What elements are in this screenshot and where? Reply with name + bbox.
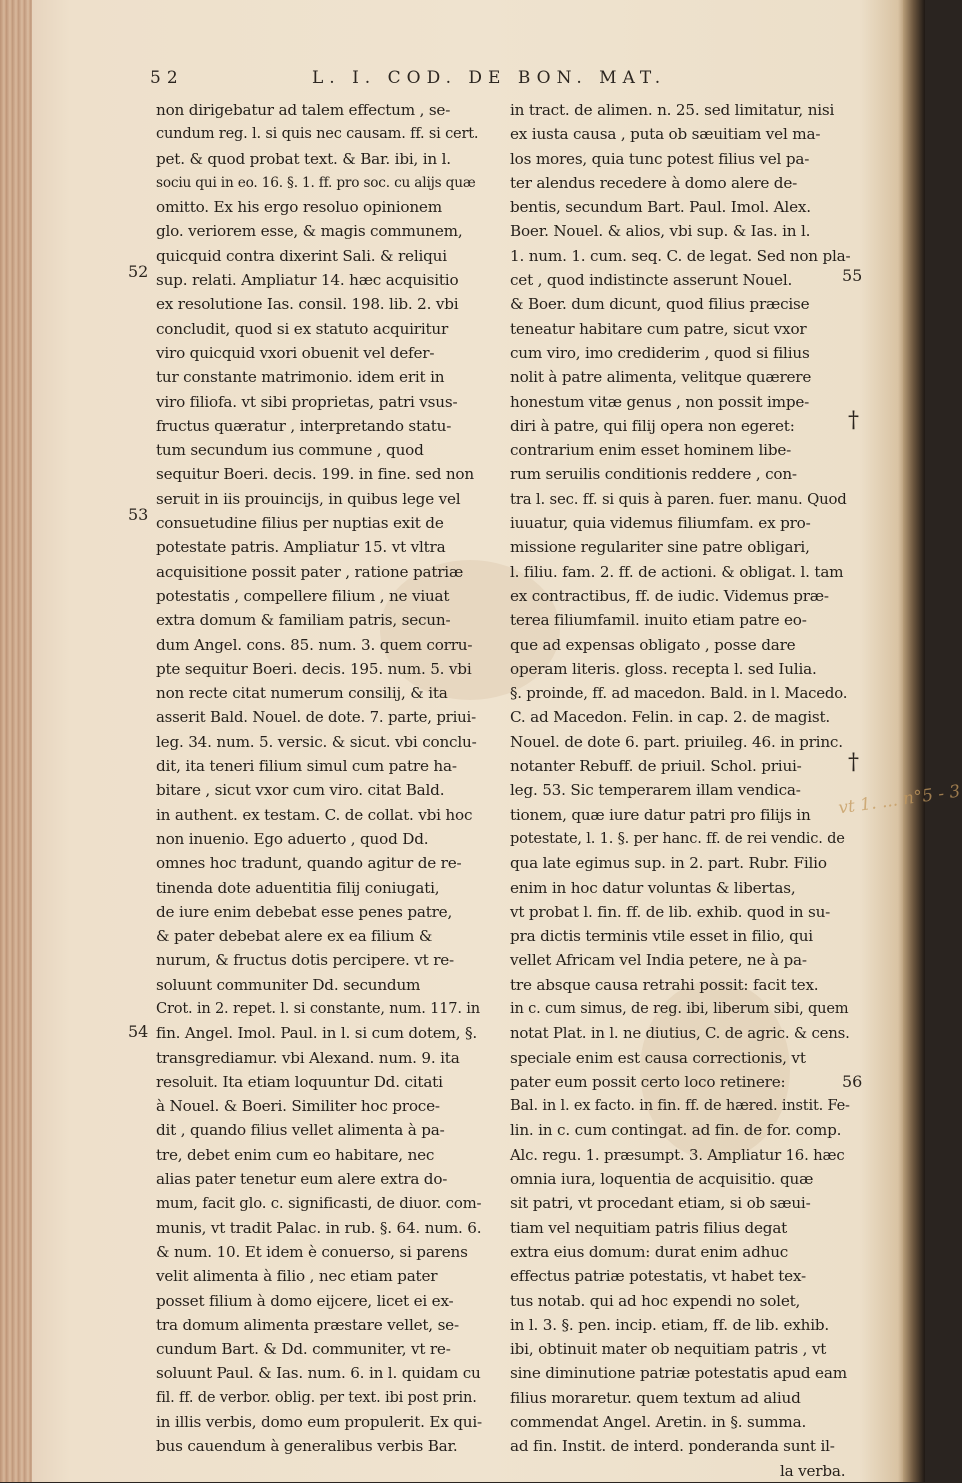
text-line: notat Plat. in l. ne diutius, C. de agric. & cens. bbox=[510, 1024, 850, 1043]
margin-number-54: 54 bbox=[128, 1022, 149, 1041]
text-line: non dirigebatur ad talem effectum , se- bbox=[156, 101, 451, 119]
text-line: & num. 10. Et idem è conuerso, si parens bbox=[156, 1242, 468, 1261]
text-line: ex iusta causa , puta ob sæuitiam vel ma- bbox=[510, 125, 821, 144]
text-line: munis, vt tradit Palac. in rub. §. 64. num. 6. bbox=[156, 1218, 482, 1237]
text-line: terea filiumfamil. inuito etiam patre eo- bbox=[510, 611, 807, 630]
text-line: sine diminutione patriæ potestatis apud eam bbox=[510, 1364, 847, 1383]
left-text-column bbox=[156, 98, 482, 1459]
text-line: ex resolutione Ias. consil. 198. lib. 2. vbi bbox=[156, 295, 459, 314]
text-line: contrarium enim esset hominem libe- bbox=[510, 441, 792, 460]
text-line: asserit Bald. Nouel. de dote. 7. parte, priui- bbox=[156, 708, 476, 727]
text-line: in authent. ex testam. C. de collat. vbi hoc bbox=[156, 805, 473, 824]
text-line: Bal. in l. ex facto. in fin. ff. de hæred. instit. Fe- bbox=[510, 1097, 850, 1115]
text-line: sup. relati. Ampliatur 14. hæc acquisitio bbox=[156, 271, 459, 290]
text-line: seruit in iis prouincijs, in quibus lege vel bbox=[156, 489, 461, 508]
text-line: potestatis , compellere filium , ne viuat bbox=[156, 586, 450, 605]
margin-number-56: 56 bbox=[842, 1072, 863, 1091]
text-line: mum, facit glo. c. significasti, de diuor. com- bbox=[156, 1194, 482, 1213]
text-line: de iure enim debebat esse penes patre, bbox=[156, 902, 453, 921]
text-line: Nouel. de dote 6. part. priuileg. 46. in princ. bbox=[510, 732, 843, 751]
text-line: quicquid contra dixerint Sali. & reliqui bbox=[156, 246, 447, 265]
text-line: qua late egimus sup. in 2. part. Rubr. Filio bbox=[510, 854, 827, 873]
text-line: viro quicquid vxori obuenit vel defer- bbox=[156, 343, 435, 362]
text-line: fin. Angel. Imol. Paul. in l. si cum dotem, §. bbox=[156, 1024, 478, 1043]
text-line: posset filium à domo eijcere, licet ei ex- bbox=[156, 1291, 454, 1310]
text-line: concludit, quod si ex statuto acquiritur bbox=[156, 319, 449, 338]
text-line: sociu qui in eo. 16. §. 1. ff. pro soc. cu alijs quæ bbox=[156, 174, 476, 191]
text-line: in l. 3. §. pen. incip. etiam, ff. de lib. exhib. bbox=[510, 1315, 830, 1334]
text-line: leg. 34. num. 5. versic. & sicut. vbi conclu- bbox=[156, 732, 477, 751]
text-line: l. filiu. fam. 2. ff. de actioni. & obligat. l. tam bbox=[510, 562, 844, 581]
text-line: extra eius domum: durat enim adhuc bbox=[510, 1242, 789, 1261]
text-line: alias pater tenetur eum alere extra do- bbox=[156, 1170, 448, 1189]
dagger-mark: † bbox=[848, 408, 859, 433]
text-line: fil. ff. de verbor. oblig. per text. ibi post prin. bbox=[156, 1388, 477, 1406]
page-number: 52 bbox=[150, 68, 184, 88]
text-line: bus cauendum à generalibus verbis Bar. bbox=[156, 1437, 458, 1456]
text-line: & Boer. dum dicunt, quod filius præcise bbox=[510, 295, 810, 314]
running-title: L. I. COD. DE BON. MAT. bbox=[312, 68, 667, 88]
text-line: Crot. in 2. repet. l. si constante, num. 117. in bbox=[156, 999, 480, 1017]
text-line: commendat Angel. Aretin. in §. summa. bbox=[510, 1413, 807, 1432]
text-line: tus notab. qui ad hoc expendi no solet, bbox=[510, 1291, 801, 1310]
text-line: Boer. Nouel. & alios, vbi sup. & Ias. in l. bbox=[510, 222, 811, 241]
text-line: tre, debet enim cum eo habitare, nec bbox=[156, 1145, 435, 1164]
text-line: consuetudine filius per nuptias exit de bbox=[156, 514, 444, 533]
text-line: los mores, quia tunc potest filius vel pa- bbox=[510, 149, 810, 168]
text-line: Alc. regu. 1. præsumpt. 3. Ampliatur 16. hæc bbox=[510, 1145, 845, 1164]
text-line: pte sequitur Boeri. decis. 195. num. 5. vbi bbox=[156, 659, 472, 678]
text-line: tre absque causa retrahi possit: facit tex. bbox=[510, 975, 819, 994]
text-line: dit, ita teneri filium simul cum patre ha- bbox=[156, 757, 457, 776]
text-line: bentis, secundum Bart. Paul. Imol. Alex. bbox=[510, 198, 811, 217]
text-line: soluunt communiter Dd. secundum bbox=[156, 975, 421, 994]
handwritten-annotation: vt 1. ... n°5 - 3 bbox=[837, 781, 962, 819]
text-line: vt probat l. fin. ff. de lib. exhib. quod in su- bbox=[510, 902, 831, 921]
text-line: viro filiofa. vt sibi proprietas, patri vsus- bbox=[156, 392, 458, 411]
text-line: resoluit. Ita etiam loquuntur Dd. citati bbox=[156, 1072, 443, 1091]
text-line: omitto. Ex his ergo resoluo opinionem bbox=[156, 198, 442, 217]
text-line: cet , quod indistincte asserunt Nouel. bbox=[510, 271, 793, 290]
text-line: cundum reg. l. si quis nec causam. ff. si cert. bbox=[156, 125, 479, 143]
text-line: nolit à patre alimenta, velitque quærere bbox=[510, 368, 812, 387]
text-line: speciale enim est causa correctionis, vt bbox=[510, 1048, 806, 1067]
text-line: cundum Bart. & Dd. communiter, vt re- bbox=[156, 1340, 451, 1359]
text-line: & pater debebat alere ex ea filium & bbox=[156, 927, 433, 946]
text-line: dum Angel. cons. 85. num. 3. quem corru- bbox=[156, 635, 473, 654]
text-line: effectus patriæ potestatis, vt habet tex- bbox=[510, 1267, 806, 1286]
text-line: C. ad Macedon. Felin. in cap. 2. de magist. bbox=[510, 708, 831, 727]
page-edge-right bbox=[903, 0, 925, 1482]
text-line: ibi, obtinuit mater ob nequitiam patris , vt bbox=[510, 1340, 827, 1359]
text-line: la verba. bbox=[780, 1461, 846, 1480]
text-line: tra domum alimenta præstare vellet, se- bbox=[156, 1315, 459, 1334]
text-line: tionem, quæ iure datur patri pro filijs in bbox=[510, 805, 811, 824]
text-line: tinenda dote aduentitia filij coniugati, bbox=[156, 878, 440, 897]
dagger-mark: † bbox=[848, 750, 859, 775]
text-line: ex contractibus, ff. de iudic. Videmus præ- bbox=[510, 586, 829, 605]
text-line: sit patri, vt procedant etiam, si ob sæui- bbox=[510, 1194, 811, 1213]
text-line: in illis verbis, domo eum propulerit. Ex qui- bbox=[156, 1413, 482, 1432]
text-line: §. proinde, ff. ad macedon. Bald. in l. Macedo. bbox=[510, 684, 848, 703]
text-line: cum viro, imo crediderim , quod si filius bbox=[510, 343, 810, 362]
text-line: pra dictis terminis vtile esset in filio, qui bbox=[510, 927, 813, 946]
text-line: bitare , sicut vxor cum viro. citat Bald. bbox=[156, 781, 445, 800]
margin-number-53: 53 bbox=[128, 505, 149, 524]
text-line: non recte citat numerum consilij, & ita bbox=[156, 684, 448, 703]
text-line: pet. & quod probat text. & Bar. ibi, in l. bbox=[156, 149, 451, 168]
text-line: potestate, l. 1. §. per hanc. ff. de rei vendic. de bbox=[510, 829, 845, 847]
page-edge-left bbox=[0, 0, 32, 1482]
text-line: diri à patre, qui filij opera non egeret: bbox=[510, 416, 795, 435]
text-line: rum seruilis conditionis reddere , con- bbox=[510, 465, 797, 484]
text-line: in c. cum simus, de reg. ibi, liberum sibi, quem bbox=[510, 999, 849, 1017]
text-line: potestate patris. Ampliatur 15. vt vltra bbox=[156, 538, 446, 557]
text-line: iuuatur, quia videmus filiumfam. ex pro- bbox=[510, 514, 811, 533]
text-line: transgrediamur. vbi Alexand. num. 9. ita bbox=[156, 1048, 460, 1067]
text-line: teneatur habitare cum patre, sicut vxor bbox=[510, 319, 807, 338]
text-line: non inuenio. Ego aduerto , quod Dd. bbox=[156, 829, 429, 848]
text-line: nurum, & fructus dotis percipere. vt re- bbox=[156, 951, 454, 970]
text-line: notanter Rebuff. de priuil. Schol. priui- bbox=[510, 757, 802, 776]
text-line: velit alimenta à filio , nec etiam pater bbox=[156, 1267, 438, 1286]
margin-number-55: 55 bbox=[842, 266, 863, 285]
margin-number-52: 52 bbox=[128, 262, 149, 281]
text-line: lin. in c. cum contingat. ad fin. de for. comp. bbox=[510, 1121, 842, 1140]
text-line: sequitur Boeri. decis. 199. in fine. sed non bbox=[156, 465, 474, 484]
text-line: acquisitione possit pater , ratione patriæ bbox=[156, 562, 464, 581]
text-line: enim in hoc datur voluntas & libertas, bbox=[510, 878, 796, 897]
text-line: à Nouel. & Boeri. Similiter hoc proce- bbox=[156, 1097, 440, 1116]
text-line: in tract. de alimen. n. 25. sed limitatur, nisi bbox=[510, 101, 835, 119]
text-line: glo. veriorem esse, & magis communem, bbox=[156, 222, 463, 241]
text-line: tur constante matrimonio. idem erit in bbox=[156, 368, 445, 387]
text-line: que ad expensas obligato , posse dare bbox=[510, 635, 796, 654]
text-line: missione regulariter sine patre obligari, bbox=[510, 538, 810, 557]
running-header bbox=[150, 64, 690, 94]
text-line: 1. num. 1. cum. seq. C. de legat. Sed non pla- bbox=[510, 246, 851, 265]
text-line: omnes hoc tradunt, quando agitur de re- bbox=[156, 854, 462, 873]
text-line: soluunt Paul. & Ias. num. 6. in l. quidam cu bbox=[156, 1364, 481, 1383]
text-line: leg. 53. Sic temperarem illam vendica- bbox=[510, 781, 801, 800]
text-line: honestum vitæ genus , non possit impe- bbox=[510, 392, 810, 411]
text-line: operam literis. gloss. recepta l. sed Iulia. bbox=[510, 659, 817, 678]
text-line: pater eum possit certo loco retinere: bbox=[510, 1072, 786, 1091]
text-line: ad fin. Instit. de interd. ponderanda sunt il- bbox=[510, 1437, 835, 1456]
text-line: tum secundum ius commune , quod bbox=[156, 441, 424, 460]
text-line: omnia iura, loquentia de acquisitio. quæ bbox=[510, 1170, 814, 1189]
text-line: filius moraretur. quem textum ad aliud bbox=[510, 1388, 801, 1407]
text-line: fructus quæratur , interpretando statu- bbox=[156, 416, 452, 435]
text-line: extra domum & familiam patris, secun- bbox=[156, 611, 451, 630]
text-line: ter alendus recedere à domo alere de- bbox=[510, 173, 798, 192]
text-line: tra l. sec. ff. si quis à paren. fuer. manu. Quod bbox=[510, 489, 847, 508]
right-text-column bbox=[510, 98, 851, 1483]
text-line: tiam vel nequitiam patris filius degat bbox=[510, 1218, 788, 1237]
text-line: dit , quando filius vellet alimenta à pa- bbox=[156, 1121, 445, 1140]
text-line: vellet Africam vel India petere, ne à pa- bbox=[510, 951, 807, 970]
